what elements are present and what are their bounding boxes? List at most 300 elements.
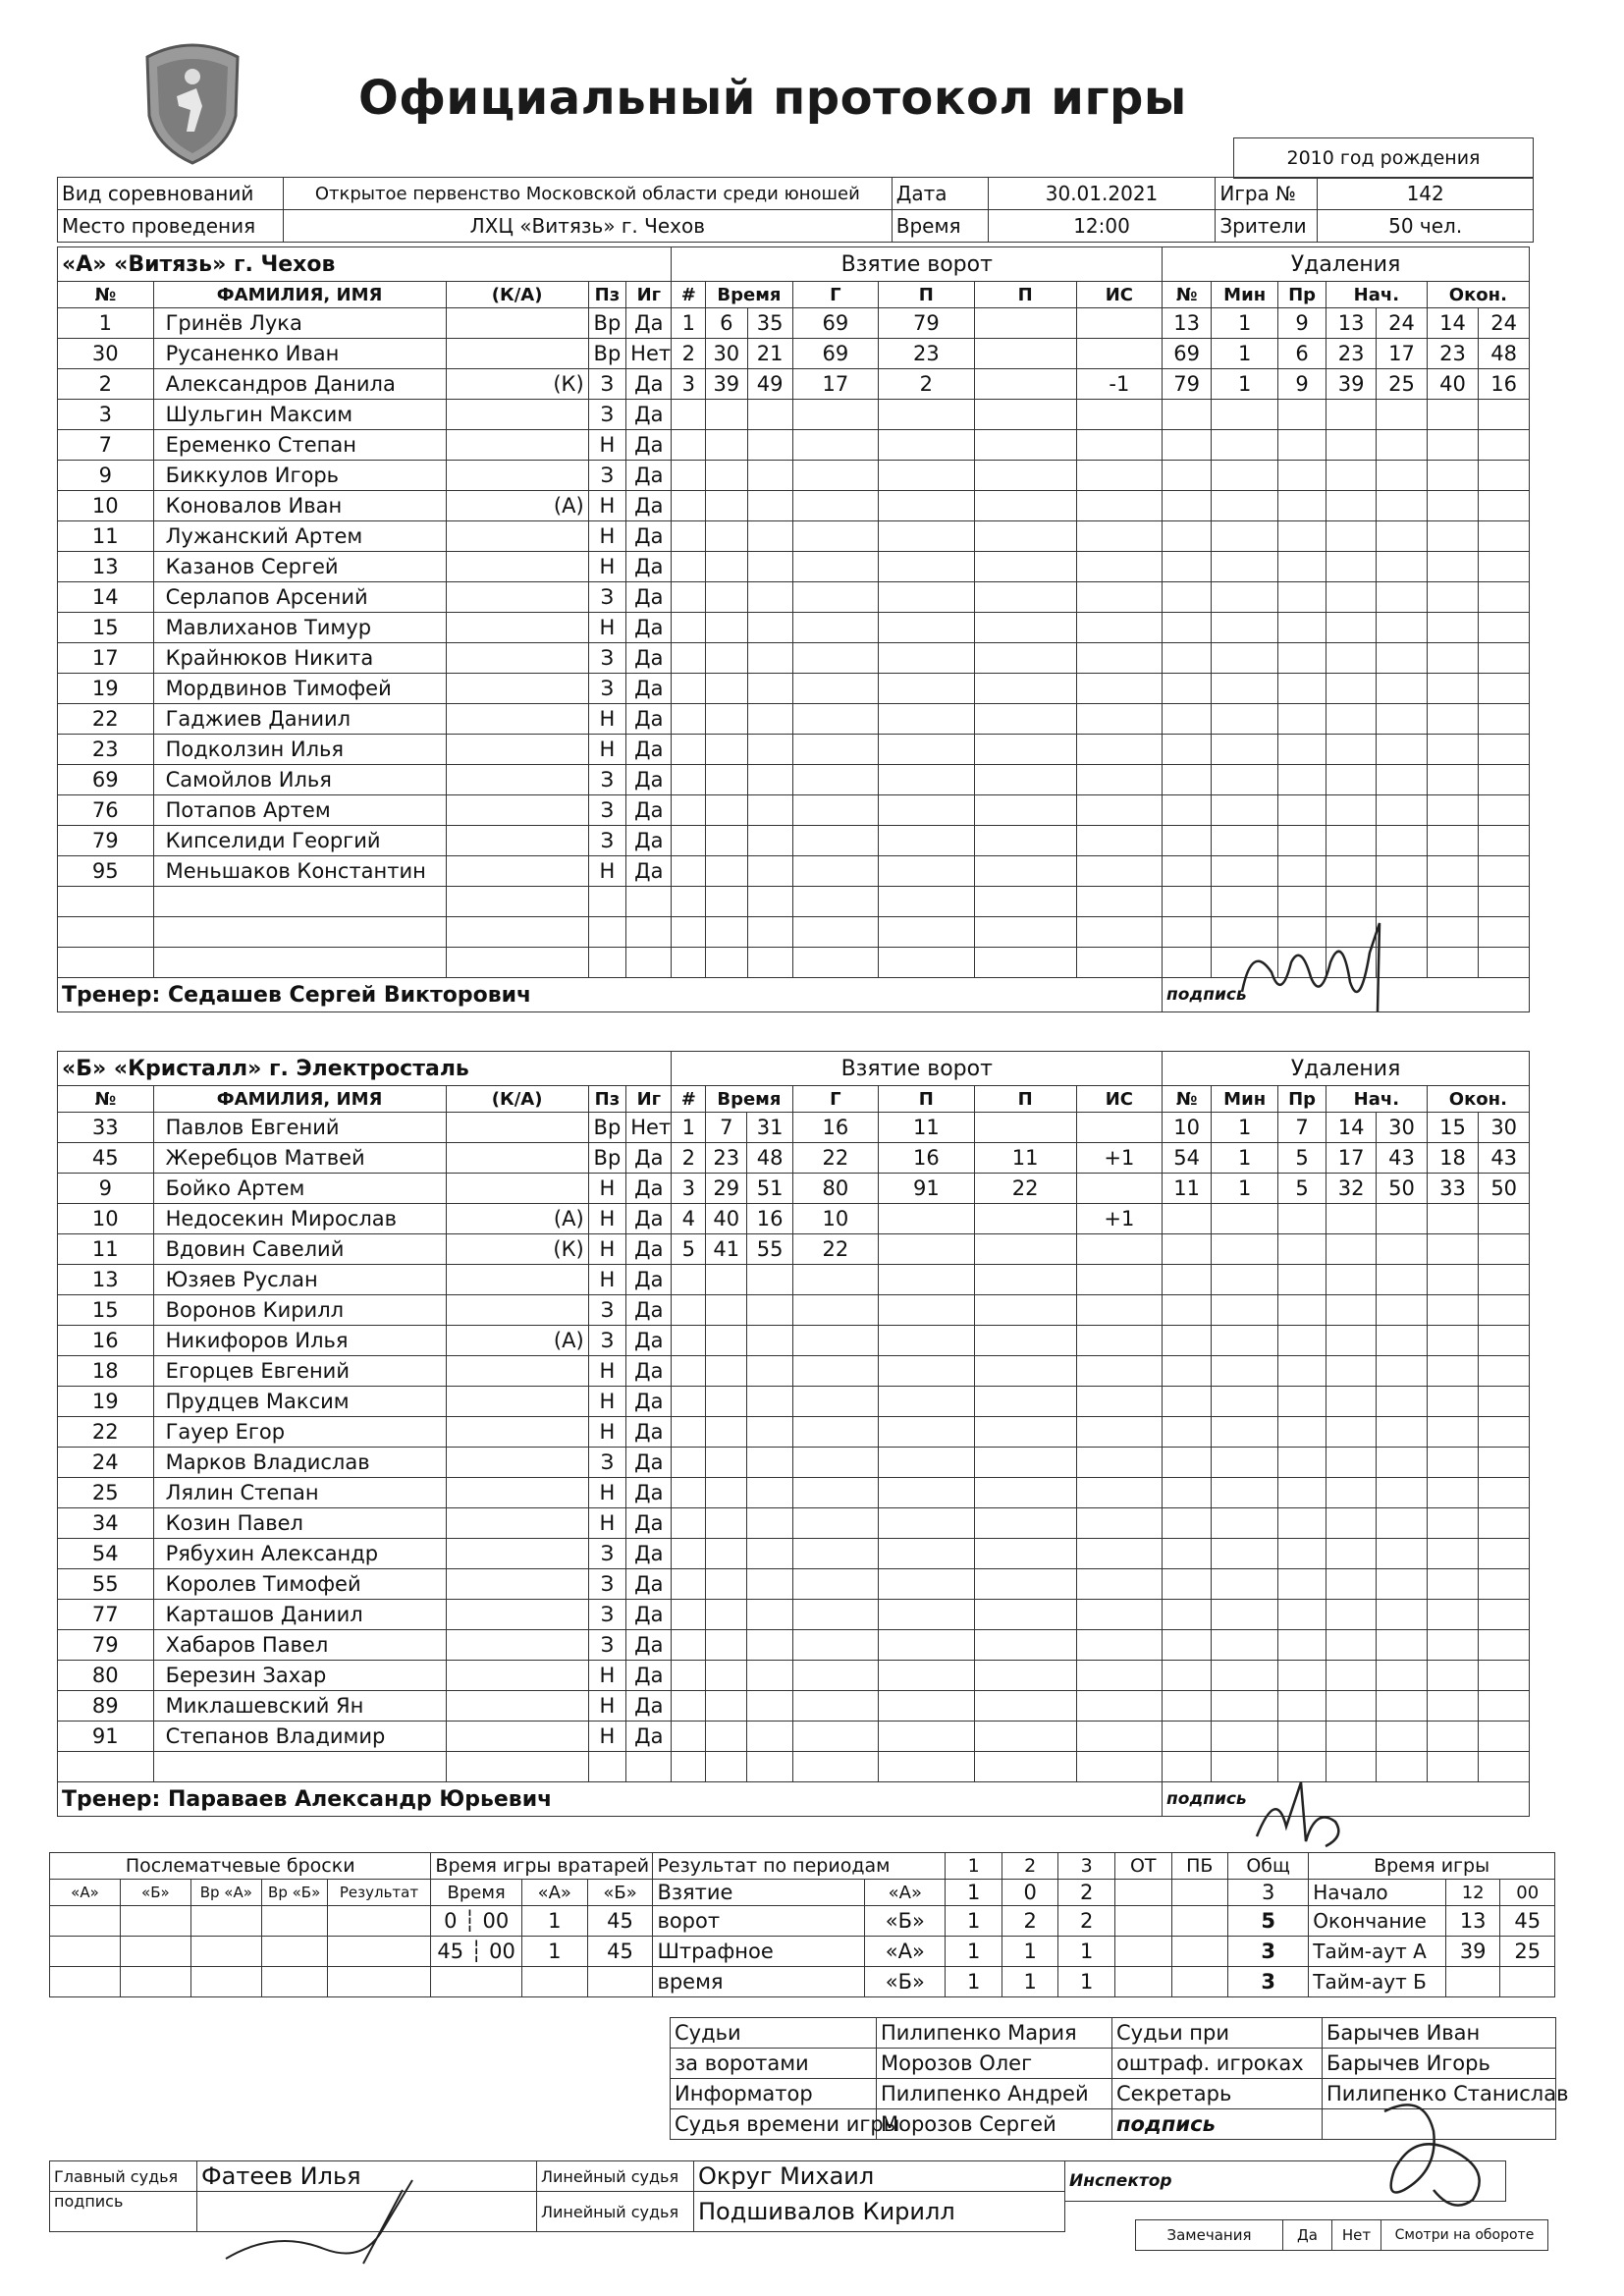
game-time-a: 13 [1445,1906,1499,1937]
col-goal-g: Г [792,1086,878,1113]
empty-cell [1479,1204,1530,1234]
empty-cell [792,461,878,491]
player-row [58,1448,1530,1478]
empty-cell [446,1752,588,1782]
empty-cell [792,1722,878,1752]
empty-cell [587,1967,653,1997]
empty-cell [1212,1539,1278,1569]
periods-title: Результат по периодам [653,1853,946,1880]
empty-cell [974,948,1076,978]
goal-minute: 40 [706,1204,747,1234]
goal-strength: +1 [1076,1143,1162,1174]
goalie-col: «Б» [587,1880,653,1906]
empty-cell [672,1722,706,1752]
empty-cell [879,1356,975,1387]
player-position: З [588,826,626,856]
goalie-col: Время [431,1880,521,1906]
empty-cell [747,1265,792,1295]
penalty-start-min: 32 [1326,1174,1376,1204]
empty-cell [974,765,1076,795]
empty-cell [1479,704,1530,735]
empty-cell [747,1661,792,1691]
empty-cell [1427,1448,1479,1478]
empty-cell [1427,887,1479,917]
penalty-reason: 5 [1278,1143,1326,1174]
player-position: Н [588,856,626,887]
empty-cell [792,1661,878,1691]
empty-cell [1278,491,1326,521]
empty-cell [879,1752,975,1782]
empty-cell [50,1967,121,1997]
empty-cell [58,948,154,978]
empty-cell [1076,1295,1162,1326]
empty-cell [1427,948,1479,978]
empty-cell [1326,521,1376,552]
empty-cell [1212,1234,1278,1265]
goal-number: 3 [672,369,706,400]
remarks-no: Нет [1332,2220,1381,2251]
player-number: 34 [58,1508,154,1539]
empty-cell [1278,1265,1326,1295]
player-number: 79 [58,1630,154,1661]
player-name: Крайнюков Никита [153,643,446,674]
empty-cell [1163,552,1212,582]
empty-cell [1163,1417,1212,1448]
competition-value: Открытое первенство Московской области среди юношей [283,178,892,210]
period-value [1171,1967,1228,1997]
goalie-sec: 00 [482,1909,510,1933]
player-played: Да [626,765,672,795]
player-number: 19 [58,674,154,704]
col-goal-hash: # [672,282,706,308]
empty-cell [974,795,1076,826]
empty-cell [1076,1539,1162,1569]
game-time-label: Тайм-аут Б [1309,1967,1446,1997]
player-position: З [588,643,626,674]
player-row [58,430,1530,461]
col-pen-start: Нач. [1326,282,1427,308]
empty-cell [747,461,792,491]
empty-cell [706,765,747,795]
penalty-end-min: 33 [1427,1174,1479,1204]
empty-cell [1326,1630,1376,1661]
empty-cell [706,1508,747,1539]
period-value: 2 [1001,1906,1058,1937]
col-goal-is: ИС [1076,282,1162,308]
team-a-signature [1232,884,1419,1031]
goals-a-cell: 3 [1228,1880,1309,1906]
empty-cell [747,430,792,461]
empty-cell [747,887,792,917]
col-pen-pr: Пр [1278,282,1326,308]
empty-cell [1326,1387,1376,1417]
empty-cell [50,1906,121,1937]
empty-cell [747,582,792,613]
player-row [58,1722,1530,1752]
empty-cell [1326,1204,1376,1234]
penalty-player: 13 [1163,308,1212,339]
empty-cell [706,1478,747,1508]
player-name: Казанов Сергей [153,552,446,582]
empty-cell [974,1539,1076,1569]
empty-cell [120,1967,190,1997]
empty-cell [1326,1265,1376,1295]
empty-cell [747,765,792,795]
player-position: Н [588,1661,626,1691]
penalty-minutes: 1 [1212,369,1278,400]
player-name: Марков Владислав [153,1448,446,1478]
empty-cell [1163,491,1212,521]
empty-cell [1278,1417,1326,1448]
empty-cell [974,1387,1076,1417]
empty-cell [1163,948,1212,978]
empty-cell [1479,1691,1530,1722]
player-row [58,1661,1530,1691]
player-name: Карташов Даниил [153,1600,446,1630]
linesman-2: Подшивалов Кирилл [694,2192,1065,2232]
empty-cell [1427,674,1479,704]
goal-minute: 7 [706,1113,747,1143]
empty-cell [1326,1356,1376,1387]
period-value [1114,1967,1171,1997]
empty-cell [706,1539,747,1569]
empty-cell [1212,1661,1278,1691]
player-number: 9 [58,461,154,491]
penalty-reason: 7 [1278,1113,1326,1143]
empty-cell [1212,795,1278,826]
empty-cell [792,1691,878,1722]
empty-cell [706,552,747,582]
shootout-col: «Б» [120,1880,190,1906]
player-position: Н [588,1508,626,1539]
empty-cell [1479,1630,1530,1661]
empty-cell [1163,613,1212,643]
player-role [446,1691,588,1722]
empty-cell [1427,765,1479,795]
player-row [58,339,1530,369]
penalty-player: 79 [1163,369,1212,400]
player-played: Да [626,1722,672,1752]
empty-cell [1163,826,1212,856]
team-b-signature [1247,1768,1365,1856]
player-played: Да [626,1661,672,1691]
empty-cell [879,1295,975,1326]
empty-cell [446,917,588,948]
empty-cell [792,887,878,917]
goals-a-cell: 2 [1058,1880,1115,1906]
empty-cell [1163,1448,1212,1478]
shootout-col: Результат [327,1880,431,1906]
col-pen-start: Нач. [1326,1086,1427,1113]
player-row [58,521,1530,552]
period-value: 3 [1228,1937,1309,1967]
empty-cell [1076,1417,1162,1448]
empty-cell [747,613,792,643]
player-position: Н [588,521,626,552]
period-col: Общ [1228,1853,1309,1880]
empty-cell [706,430,747,461]
player-role [446,1600,588,1630]
player-row [58,308,1530,339]
penalty-start-min: 14 [1326,1113,1376,1143]
empty-cell [1427,400,1479,430]
summary-section [49,1852,1569,2136]
empty-cell [672,1387,706,1417]
empty-cell [1278,795,1326,826]
goal-second: 48 [747,1143,792,1174]
empty-cell [446,948,588,978]
player-name: Вдовин Савелий [153,1234,446,1265]
empty-cell [974,1417,1076,1448]
player-name: Жеребцов Матвей [153,1143,446,1174]
empty-cell [1377,856,1427,887]
empty-cell [1076,613,1162,643]
empty-cell [1427,1691,1479,1722]
player-row [58,1204,1530,1234]
empty-cell [672,674,706,704]
empty-cell [672,1448,706,1478]
empty-cell [1427,552,1479,582]
empty-cell [672,1752,706,1782]
empty-cell [1479,1539,1530,1569]
empty-cell [327,1937,431,1967]
player-number: 2 [58,369,154,400]
player-name: Рябухин Александр [153,1539,446,1569]
empty-cell [58,887,154,917]
shootout-col: «А» [50,1880,121,1906]
empty-cell [1427,521,1479,552]
player-position: З [588,582,626,613]
team-name: «Б» «Кристалл» г. Электросталь [58,1052,672,1086]
player-played: Да [626,308,672,339]
empty-cell [1377,795,1427,826]
competition-label: Вид соревнований [58,178,284,210]
empty-cell [974,491,1076,521]
player-name: Березин Захар [153,1661,446,1691]
empty-cell [792,704,878,735]
empty-cell [1163,795,1212,826]
player-played: Да [626,1508,672,1539]
empty-cell [1479,1326,1530,1356]
player-row [58,369,1530,400]
goal-number: 2 [672,339,706,369]
empty-cell [1076,765,1162,795]
player-role [446,400,588,430]
player-row [58,826,1530,856]
empty-cell [1212,1508,1278,1539]
player-number: 91 [58,1722,154,1752]
empty-cell [1326,704,1376,735]
empty-cell [1326,856,1376,887]
remarks-label: Замечания [1136,2220,1283,2251]
empty-cell [1427,917,1479,948]
empty-cell [792,1630,878,1661]
empty-cell [1278,735,1326,765]
empty-cell [1076,491,1162,521]
empty-cell [1163,521,1212,552]
empty-cell [1427,1752,1479,1782]
empty-cell [1377,552,1427,582]
player-role [446,1265,588,1295]
player-role [446,765,588,795]
player-row [58,1691,1530,1722]
empty-cell [1479,1295,1530,1326]
empty-cell [1326,1539,1376,1569]
goal-second: 49 [747,369,792,400]
player-role [446,461,588,491]
player-row [58,613,1530,643]
empty-cell [1326,1326,1376,1356]
empty-cell [1326,1417,1376,1448]
period-value [1114,1937,1171,1967]
player-row [58,1600,1530,1630]
empty-cell [120,1937,190,1967]
period-value [1171,1937,1228,1967]
empty-cell [974,1691,1076,1722]
empty-cell [672,856,706,887]
goal-second: 21 [747,339,792,369]
empty-cell [1479,552,1530,582]
empty-cell [1278,1691,1326,1722]
player-number: 23 [58,735,154,765]
empty-cell [706,735,747,765]
player-role [446,1387,588,1417]
empty-cell [792,1387,878,1417]
empty-cell [1427,1539,1479,1569]
empty-cell [747,400,792,430]
goal-strength [1076,308,1162,339]
player-number: 55 [58,1569,154,1600]
empty-cell [792,552,878,582]
empty-cell [1212,1691,1278,1722]
empty-cell [879,826,975,856]
player-position: З [588,674,626,704]
empty-cell [626,887,672,917]
empty-cell [1278,704,1326,735]
empty-cell [1163,1722,1212,1752]
player-played: Да [626,795,672,826]
empty-cell [706,856,747,887]
empty-cell [672,582,706,613]
player-number: 22 [58,704,154,735]
empty-cell [1163,400,1212,430]
empty-cell [879,948,975,978]
empty-cell [1163,1204,1212,1234]
player-row [58,704,1530,735]
empty-cell [672,552,706,582]
coach-name: Тренер: Седашев Сергей Викторович [58,978,1163,1012]
period-value: 1 [1058,1967,1115,1997]
empty-cell [879,1630,975,1661]
empty-cell [974,1326,1076,1356]
empty-cell [1427,1204,1479,1234]
player-name: Мавлиханов Тимур [153,613,446,643]
empty-cell [1326,400,1376,430]
empty-cell [1326,461,1376,491]
empty-cell [706,674,747,704]
empty-cell [190,1967,261,1997]
period-col: 2 [1001,1853,1058,1880]
player-name: Хабаров Павел [153,1630,446,1661]
empty-cell [974,461,1076,491]
player-number: 89 [58,1691,154,1722]
empty-cell [672,1691,706,1722]
empty-cell [1427,1661,1479,1691]
empty-cell [261,1967,327,1997]
empty-cell [1076,1752,1162,1782]
goal-second: 31 [747,1113,792,1143]
empty-cell [879,1600,975,1630]
penalty-end-min: 40 [1427,369,1479,400]
col-goal-time: Время [706,282,793,308]
player-number: 24 [58,1448,154,1478]
goal-minute: 23 [706,1143,747,1174]
empty-cell [747,1295,792,1326]
player-played: Да [626,1356,672,1387]
empty-cell [1479,887,1530,917]
player-number: 45 [58,1143,154,1174]
col-played: Иг [626,282,672,308]
empty-cell [792,1600,878,1630]
empty-cell [1479,491,1530,521]
col-pen-pr: Пр [1278,1086,1326,1113]
player-played: Да [626,582,672,613]
empty-cell [1326,1722,1376,1752]
goal-minute: 39 [706,369,747,400]
empty-cell [672,1600,706,1630]
empty-cell [672,643,706,674]
empty-cell [588,917,626,948]
col-goal-p2: П [974,282,1076,308]
empty-cell [1163,1387,1212,1417]
empty-cell [1427,1630,1479,1661]
empty-cell [1326,1234,1376,1265]
player-role [446,1722,588,1752]
player-role [446,1569,588,1600]
empty-cell [974,613,1076,643]
empty-cell [706,1630,747,1661]
goals-a-cell: 1 [946,1880,1002,1906]
goal-second: 16 [747,1204,792,1234]
player-position: Н [588,1356,626,1387]
player-name: Лялин Степан [153,1478,446,1508]
secretary-signature [1365,2072,1512,2219]
empty-cell [879,1539,975,1569]
player-name: Юзяев Руслан [153,1265,446,1295]
empty-cell [672,735,706,765]
penalty-minutes: 1 [1212,339,1278,369]
player-position: Н [588,1387,626,1417]
empty-cell [879,1569,975,1600]
player-row [58,1569,1530,1600]
player-played: Да [626,735,672,765]
player-position: Н [588,613,626,643]
player-number: 95 [58,856,154,887]
empty-cell [747,1508,792,1539]
empty-cell [1163,1326,1212,1356]
empty-cell [1427,582,1479,613]
document-title: Официальный протокол игры [358,71,1187,126]
period-value: 1 [946,1967,1002,1997]
empty-cell [1326,552,1376,582]
coach-sign-label: подпись [1163,1782,1530,1817]
empty-cell [792,430,878,461]
empty-cell [58,1752,154,1782]
player-row [58,1508,1530,1539]
empty-cell [1278,1630,1326,1661]
empty-cell [879,461,975,491]
empty-cell [1163,1539,1212,1569]
